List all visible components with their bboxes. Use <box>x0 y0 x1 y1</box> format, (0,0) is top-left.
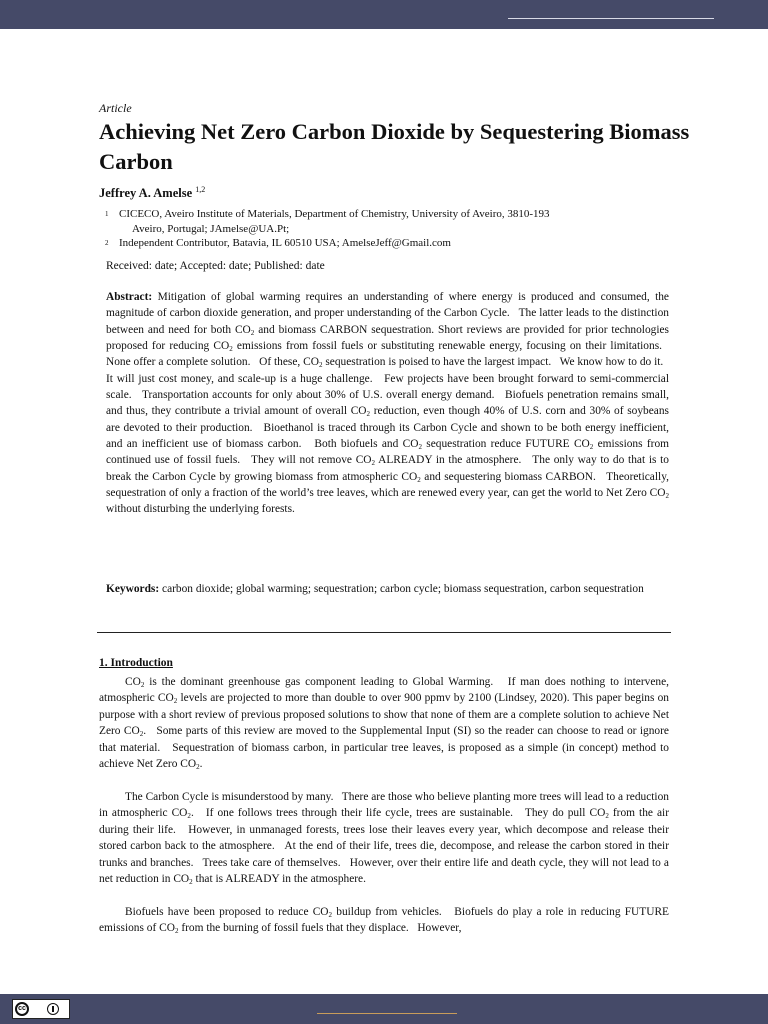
cc-by-license-icon[interactable] <box>12 999 70 1019</box>
publication-dates: Received: date; Accepted: date; Published: date <box>106 260 325 272</box>
author-affiliation-marks: 1,2 <box>195 185 206 194</box>
abstract <box>106 289 669 518</box>
affiliation-2 <box>105 236 625 251</box>
affiliation-text-continued: Aveiro, Portugal; JAmelse@UA.Pt; <box>132 223 290 235</box>
affiliation-number: 1 <box>105 210 109 218</box>
header-rule <box>508 18 714 19</box>
affiliation-number: 2 <box>105 239 109 247</box>
article-type-label: Article <box>99 101 132 115</box>
paper-title: Achieving Net Zero Carbon Dioxide by Sequestering Biomass Carbon <box>99 119 690 174</box>
keywords <box>106 581 669 597</box>
affiliation-text: CICECO, Aveiro Institute of Materials, Department of Chemistry, University of Aveiro, 3810-193 <box>119 208 550 220</box>
section-heading-introduction: 1. Introduction <box>99 657 173 669</box>
header-band <box>0 0 768 29</box>
abstract-label: Abstract: <box>106 291 153 303</box>
intro-paragraph-3: Biofuels have been proposed to reduce $CO_2$ buildup from vehicles. Biofuels do play a role in reducing FUTURE emissions of $CO_2$ from the burning of fossil fuels that they displace. However, <box>99 906 669 936</box>
section-divider <box>97 632 671 633</box>
attribution-person-icon <box>47 1003 59 1015</box>
affiliation-1 <box>105 207 625 237</box>
footer-band <box>0 994 768 1024</box>
keywords-text: carbon dioxide; global warming; sequestration; carbon cycle; biomass sequestration, carbon sequestration <box>162 583 644 595</box>
intro-paragraph-2: The Carbon Cycle is misunderstood by many. There are those who believe planting more trees will lead to a reduction in atmospheric $CO_2$. If one follows trees through their life cycle, trees are sustainable. They do pull $CO_2$ from the air during their life. However, in unmanaged forests, trees lose their leaves every year, which decompose and release their stored carbon back to the atmosphere. At the end of their life, trees die, decompose, and release the carbon stored in their trunks and branches. Trees take care of themselves. However, over their entire life and death cycle, they will not lead to a net reduction in $CO_2$ that is ALREADY in the atmosphere. <box>99 791 669 886</box>
keywords-label: Keywords: <box>106 583 160 595</box>
creative-commons-icon: cc <box>15 1002 29 1016</box>
abstract-body: Mitigation of global warming requires an understanding of where energy is produced and consumed, the magnitude of carbon dioxide generation, and proper understanding of the Carbon Cycle. The latter leads to the distinction between and need for both $CO_2$ and biomass CARBON sequestration. Short reviews are provided for prior technologies proposed for reducing $CO_2$ emissions from fossil fuels or substituting renewable energy, focusing on their limitations. None offer a complete solution. Of these, $CO_2$ sequestration is poised to have the largest impact. We know how to do it. It will just cost money, and scale-up is a huge challenge. Few projects have been brought forward to semi-commercial scale. Transportation accounts for only about 30% of U.S. overall energy demand. Biofuels penetration remains small, and thus, they contribute a trivial amount of overall $CO_2$ reduction, even though 40% of U.S. corn and 30% of soybeans are devoted to their production. Bioethanol is traced through its Carbon Cycle and shown to be both energy inefficient, and an inefficient use of biomass carbon. Both biofuels and $CO_2$ sequestration reduce FUTURE $CO_2$ emissions from continued use of fossil fuels. They will not remove $CO_2$ ALREADY in the atmosphere. The only way to do that is to break the Carbon Cycle by growing biomass from atmospheric $CO_2$ and sequestering biomass CARBON. Theoretically, sequestration of only a fraction of the world’s tree leaves, which are renewed every year, can get the world to Net Zero $CO_2$ without disturbing the underlying forests. <box>106 291 670 516</box>
affiliation-text: Independent Contributor, Batavia, IL 60510 USA; AmelseJeff@Gmail.com <box>119 237 451 249</box>
footer-rule <box>317 1013 457 1014</box>
author-line <box>99 185 205 201</box>
intro-paragraph-1: $CO_2$ is the dominant greenhouse gas component leading to Global Warming. If man does nothing to intervene, atmospheric $CO_2$ levels are projected to more than double to over 900 ppmv by 2100 (Lindsey, 2020). This paper begins on purpose with a short review of previous proposed solutions to show that none of them are a complete solution to achieve Net Zero $CO_2$. Some parts of this review are moved to the Supplemental Input (SI) so the reader can choose to read or ignore that material. Sequestration of biomass carbon, in particular tree leaves, is proposed as a simple (in concept) method to achieve Net Zero $CO_2$. <box>99 676 669 771</box>
author-name: Jeffrey A. Amelse <box>99 186 193 201</box>
